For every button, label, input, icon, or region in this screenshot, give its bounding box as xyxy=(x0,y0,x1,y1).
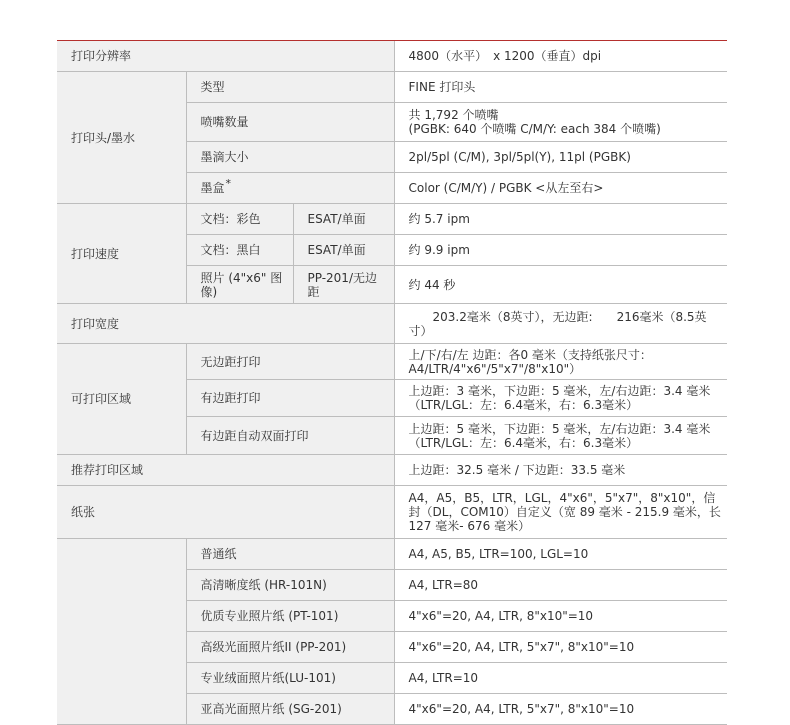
label-capacity: 高级光面照片纸II (PP-201) xyxy=(186,632,394,663)
footnote-mark: * xyxy=(225,176,232,190)
label-cartridge-cell xyxy=(186,173,394,204)
label-area: 可打印区域 xyxy=(57,344,186,455)
row-width xyxy=(57,304,727,344)
value-borderless-line1: 上/下/右/左 边距：各0 毫米（支持纸张尺寸： xyxy=(408,347,652,362)
label-capacity: 优质专业照片纸 (PT-101) xyxy=(186,601,394,632)
value-speed-mono: 约 9.9 ipm xyxy=(394,235,727,266)
label-width: 打印宽度 xyxy=(57,304,394,344)
value-capacity: 4"x6"=20, A4, LTR, 8"x10"=10 xyxy=(394,601,727,632)
row-printhead-type xyxy=(57,72,727,103)
value-capacity: 4"x6"=20, A4, LTR, 5"x7", 8"x10"=10 xyxy=(394,694,727,725)
row-paper xyxy=(57,486,727,539)
value-borderless-line2: A4/LTR/4"x6"/5"x7"/8"x10"） xyxy=(408,361,582,376)
mode-speed-color: ESAT/单面 xyxy=(293,204,394,235)
label-printhead: 打印头/墨水 xyxy=(57,72,186,204)
value-bordered xyxy=(394,380,727,417)
value-paper: A4，A5，B5，LTR，LGL，4"x6"，5"x7"，8"x10"，信封（DL，COM10）自定义（宽 89 毫米 - 215.9 毫米，长 127 毫米- 676 毫米） xyxy=(394,486,727,539)
value-capacity: 4"x6"=20, A4, LTR, 5"x7", 8"x10"=10 xyxy=(394,632,727,663)
value-nozzles-line1: 共 1,792 个喷嘴 xyxy=(408,108,499,122)
label-capacity: 高清晰度纸 (HR-101N) xyxy=(186,570,394,601)
label-capacity: 专业绒面照片纸(LU-101) xyxy=(186,663,394,694)
value-width: 203.2毫米（8英寸），无边距: 216毫米（8.5英寸） xyxy=(394,304,727,344)
value-resolution: 4800（水平） x 1200（垂直）dpi xyxy=(394,41,727,72)
value-head-type: FINE 打印头 xyxy=(394,72,727,103)
spec-table xyxy=(57,40,727,725)
label-speed-mono: 文档：黑白 xyxy=(186,235,293,266)
label-cartridge: 墨盒 xyxy=(200,180,225,195)
mode-speed-mono: ESAT/单面 xyxy=(293,235,394,266)
value-recommended: 上边距：32.5 毫米 / 下边距：33.5 毫米 xyxy=(394,455,727,486)
label-capacity: 普通纸 xyxy=(186,539,394,570)
label-nozzles: 喷嘴数量 xyxy=(186,103,394,142)
label-bordered: 有边距打印 xyxy=(186,380,394,417)
value-cartridge: Color (C/M/Y) / PGBK <从左至右> xyxy=(394,173,727,204)
label-duplex: 有边距自动双面打印 xyxy=(186,417,394,455)
row-area-borderless xyxy=(57,344,727,380)
value-nozzles xyxy=(394,103,727,142)
value-bordered-line1: 上边距：3 毫米，下边距：5 毫米，左/右边距：3.4 毫米 xyxy=(408,384,711,398)
value-bordered-line2: （LTR/LGL：左：6.4毫米，右：6.3毫米） xyxy=(408,398,639,412)
value-duplex xyxy=(394,417,727,455)
value-nozzles-line2: (PGBK: 640 个喷嘴 C/M/Y: each 384 个喷嘴) xyxy=(408,122,661,136)
label-recommended: 推荐打印区域 xyxy=(57,455,394,486)
label-head-type: 类型 xyxy=(186,72,394,103)
row-recommended xyxy=(57,455,727,486)
label-speed-color: 文档：彩色 xyxy=(186,204,293,235)
row-resolution xyxy=(57,41,727,72)
value-borderless xyxy=(394,344,727,380)
label-droplet: 墨滴大小 xyxy=(186,142,394,173)
label-resolution: 打印分辨率 xyxy=(57,41,394,72)
value-capacity: A4, A5, B5, LTR=100, LGL=10 xyxy=(394,539,727,570)
row-speed-color xyxy=(57,204,727,235)
value-droplet: 2pl/5pl (C/M), 3pl/5pl(Y), 11pl (PGBK) xyxy=(394,142,727,173)
value-capacity: A4, LTR=10 xyxy=(394,663,727,694)
label-paper: 纸张 xyxy=(57,486,394,539)
row-capacity xyxy=(57,539,727,570)
label-speed: 打印速度 xyxy=(57,204,186,304)
value-duplex-line2: （LTR/LGL：左：6.4毫米，右：6.3毫米） xyxy=(408,435,639,450)
label-borderless: 无边距打印 xyxy=(186,344,394,380)
value-duplex-line1: 上边距：5 毫米，下边距：5 毫米，左/右边距：3.4 毫米 xyxy=(408,421,711,436)
value-speed-color: 约 5.7 ipm xyxy=(394,204,727,235)
label-capacity-blank xyxy=(57,539,186,725)
label-capacity: 亚高光面照片纸 (SG-201) xyxy=(186,694,394,725)
label-speed-photo: 照片 (4"x6" 图像) xyxy=(186,266,293,304)
mode-speed-photo: PP-201/无边距 xyxy=(293,266,394,304)
value-capacity: A4, LTR=80 xyxy=(394,570,727,601)
value-speed-photo: 约 44 秒 xyxy=(394,266,727,304)
